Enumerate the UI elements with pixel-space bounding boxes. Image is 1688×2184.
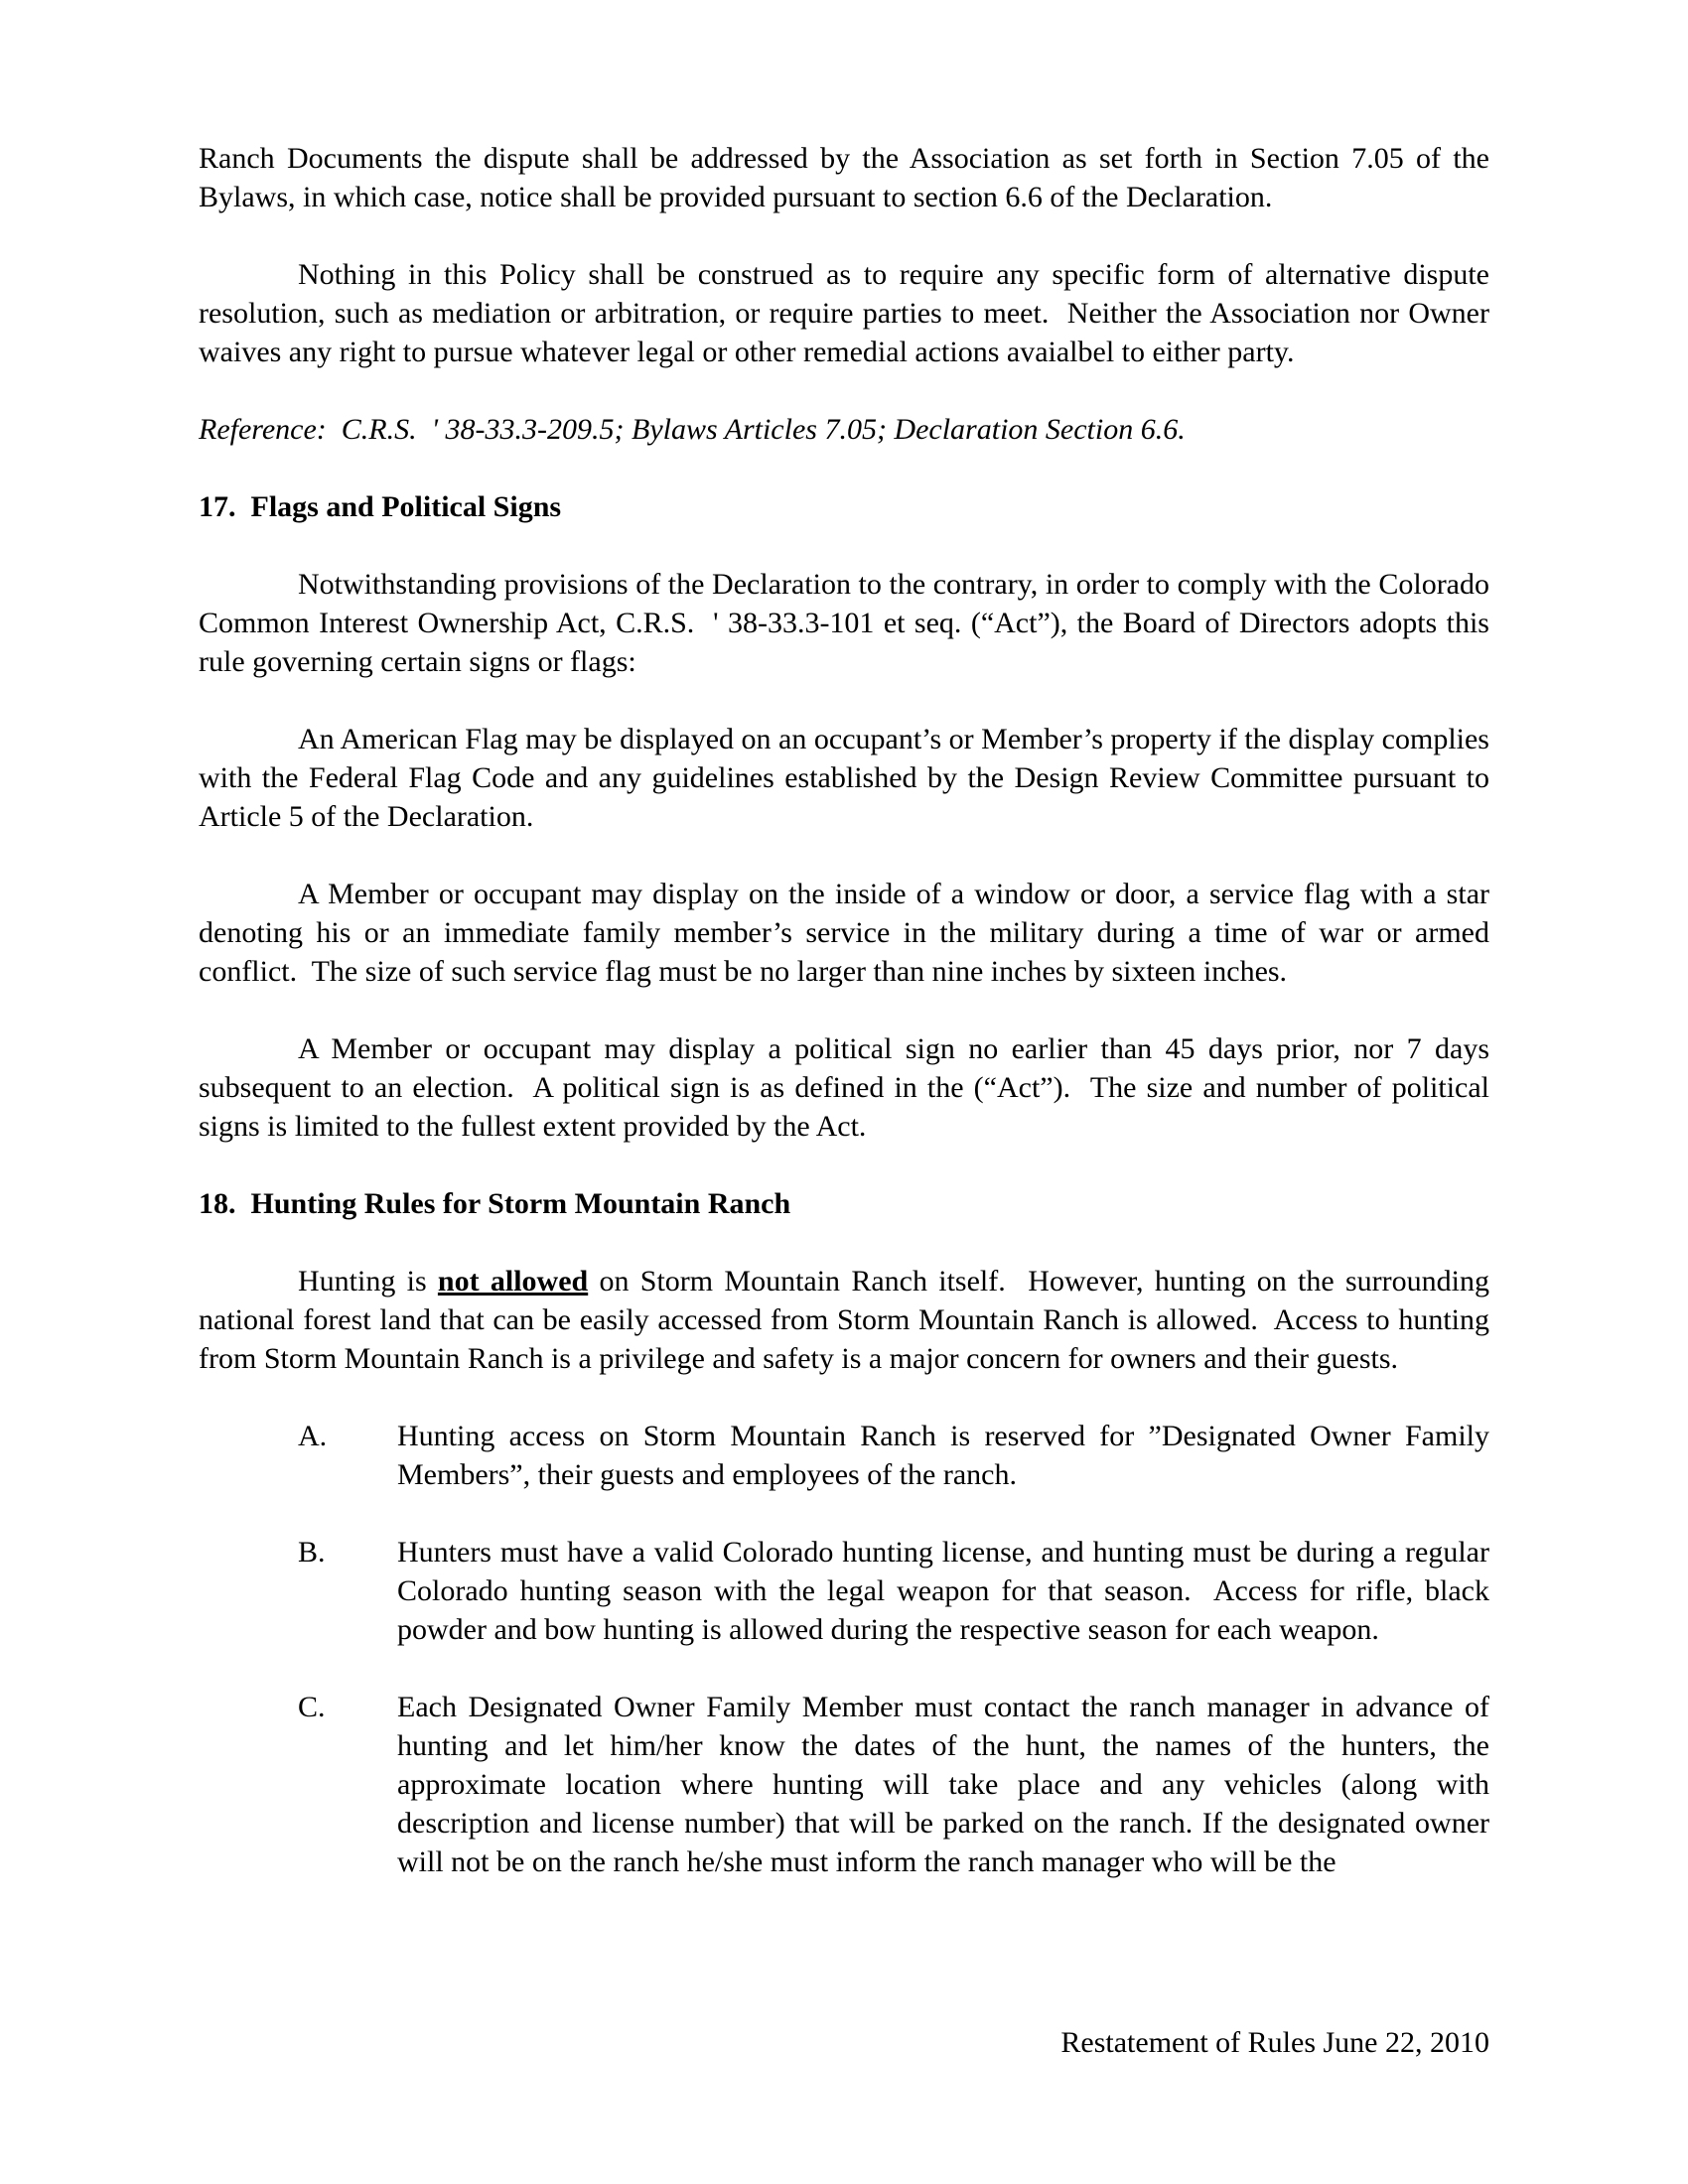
hunting-rules-list <box>199 1417 1497 1881</box>
section-17-heading: 17. Flags and Political Signs <box>199 490 562 523</box>
section-18-heading: 18. Hunting Rules for Storm Mountain Ranch <box>199 1187 791 1220</box>
list-item-a <box>199 1417 1497 1494</box>
reference-line: Reference: C.R.S. ' 38-33.3-209.5; Bylaws Articles 7.05; Declaration Section 6.6. <box>199 413 1186 446</box>
item-text-c: Each Designated Owner Family Member must contact the ranch manager in advance of hunting and let him/her know the dates of the hunt, the names of the hunters, the approximate location where hunting will take place and any vehicles (along with description and license number) that will be parked on the ranch. If the designated owner will not be on the ranch he/she must inform the ranch manager who will be the <box>397 1691 1497 1878</box>
hunting-intro-paragraph <box>199 1262 1497 1378</box>
item-text-a: Hunting access on Storm Mountain Ranch is reserved for ”Designated Owner Family Members”, their guests and employees of the ranch. <box>397 1420 1497 1491</box>
continuation-paragraph: Ranch Documents the dispute shall be addressed by the Association as set forth in Section 7.05 of the Bylaws, in which case, notice shall be provided pursuant to section 6.6 of the Declaration. <box>199 142 1497 213</box>
service-flag-paragraph: A Member or occupant may display on the inside of a window or door, a service flag with a star denoting his or an immediate family member’s service in the military during a time of war or armed conflict. The size of such service flag must be no larger than nine inches by sixteen inches. <box>199 878 1497 988</box>
item-letter-a: A. <box>298 1420 328 1452</box>
page-footer: Restatement of Rules June 22, 2010 <box>1060 2026 1489 2059</box>
section-17-intro-paragraph: Notwithstanding provisions of the Declaration to the contrary, in order to comply with the Colorado Common Interest Ownership Act, C.R.S. ' 38-33.3-101 et seq. (“Act”), the Board of Directors adopts this rule governing certain signs or flags: <box>199 568 1497 678</box>
american-flag-paragraph: An American Flag may be displayed on an occupant’s or Member’s property if the display complies with the Federal Flag Code and any guidelines established by the Design Review Committee pursuant to Article 5 of the Declaration. <box>199 723 1497 833</box>
hunting-not-allowed-emphasis: not allowed <box>437 1265 589 1297</box>
item-text-b: Hunters must have a valid Colorado hunting license, and hunting must be during a regular Colorado hunting season with the legal weapon for that season. Access for rifle, black powder and bow hunting is allowed during the respective season for each weapon. <box>397 1536 1497 1646</box>
hunting-intro-after: on Storm Mountain Ranch itself. However, hunting on the surrounding national forest land that can be easily accessed from Storm Mountain Ranch is allowed. Access to hunting from Storm Mountain Ranch is a privilege and safety is a major concern for owners and their guests. <box>199 1265 1497 1375</box>
political-sign-paragraph: A Member or occupant may display a political sign no earlier than 45 days prior, nor 7 days subsequent to an election. A political sign is as defined in the (“Act”). The size and number of political signs is limited to the fullest extent provided by the Act. <box>199 1032 1497 1143</box>
list-item-b <box>199 1533 1497 1649</box>
item-letter-c: C. <box>298 1691 326 1723</box>
dispute-resolution-paragraph: Nothing in this Policy shall be construed as to require any specific form of alternative dispute resolution, such as mediation or arbitration, or require parties to meet. Neither the Association nor Owner waives any right to pursue whatever legal or other remedial actions avaialbel to either party. <box>199 258 1497 368</box>
hunting-intro-before: Hunting is <box>298 1265 438 1297</box>
item-letter-b: B. <box>298 1536 326 1569</box>
list-item-c <box>199 1688 1497 1881</box>
